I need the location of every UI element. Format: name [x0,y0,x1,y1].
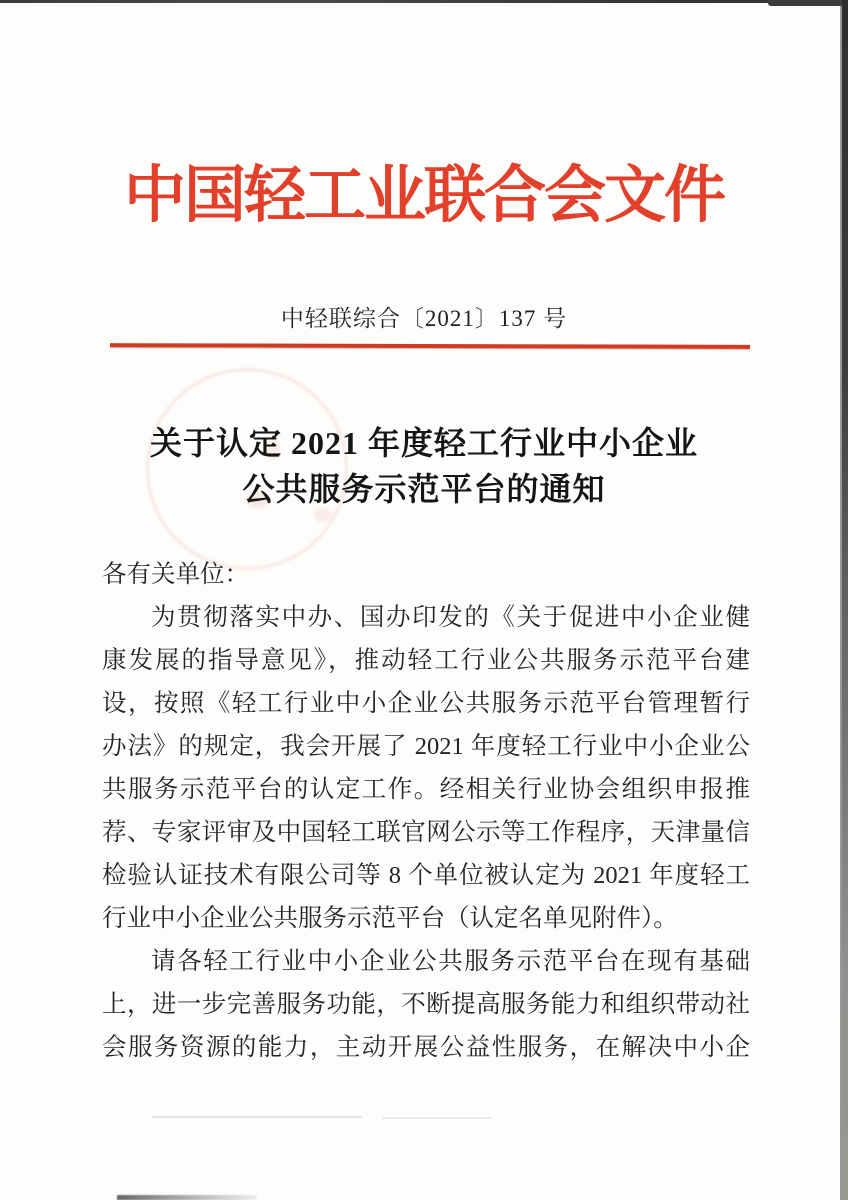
scan-artifact-streak [152,1116,362,1118]
scan-artifact-streak [382,1117,492,1119]
notice-title [0,420,848,512]
body-line: 上，进一步完善服务功能，不断提高服务能力和组织带动社 [102,991,750,1018]
scan-artifact-top-right-corner [768,0,848,6]
body-line: 请各轻工行业中小企业公共服务示范平台在现有基础 [151,948,750,975]
letterhead-separator-rule [110,343,750,349]
body-line: 康发展的指导意见》，推动轻工行业公共服务示范平台建 [102,647,750,674]
notice-title-line1: 关于认定 2021 年度轻工行业中小企业 [149,425,698,461]
salutation: 各有关单位： [102,561,249,588]
body-line: 荐、专家评审及中国轻工联官网公示等工作程序，天津量信 [102,819,750,846]
doc-number: 中轻联综合〔2021〕137 号 [280,306,568,331]
body-line: 行业中小企业公共服务示范平台（认定名单见附件）。 [102,905,678,932]
notice-title-line2: 公共服务示范平台的通知 [242,471,606,507]
scan-artifact-bottom-smudge [117,1195,257,1200]
notice-body [102,553,750,1069]
scan-artifact-right-edge-shadow [842,0,848,1200]
body-line: 设，按照《轻工行业中小企业公共服务示范平台管理暂行 [102,690,750,717]
body-line: 检验认证技术有限公司等 8 个单位被认定为 2021 年度轻工 [102,862,750,889]
letterhead-org-title: 中国轻工业联合会文件 [123,162,724,230]
body-line: 会服务资源的能力，主动开展公益性服务，在解决中小企 [102,1034,750,1061]
body-line: 为贯彻落实中办、国办印发的《关于促进中小企业健 [151,604,750,631]
scan-artifact-top-edge [0,0,848,3]
body-line: 办法》的规定，我会开展了 2021 年度轻工行业中小企业公 [102,733,750,760]
body-line: 共服务示范平台的认定工作。经相关行业协会组织申报推 [102,776,750,803]
